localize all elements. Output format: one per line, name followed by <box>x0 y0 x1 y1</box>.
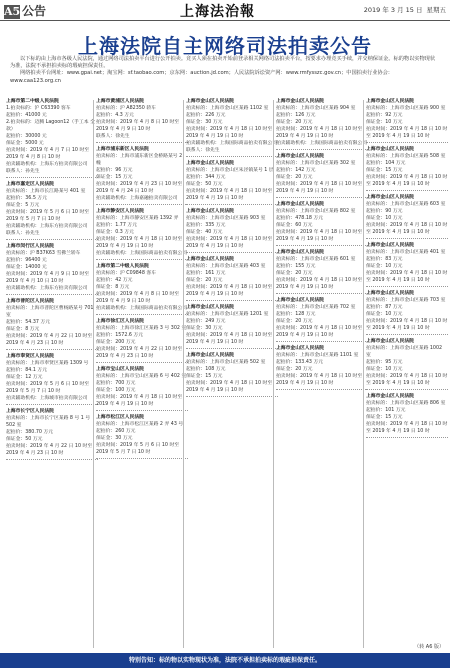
auction-notice <box>96 98 188 143</box>
notice-line: 拍卖时间：2019 年 4 月 22 日 10 时至 2019 年 4 月 23 日 10 时 <box>6 334 93 346</box>
notice-line: 拍卖标的：上海市静安区某路 1392 弄 <box>96 216 179 221</box>
notice-separator <box>186 252 278 253</box>
auction-notice <box>366 98 448 143</box>
notice-line: 拍卖时间：2019 年 4 月 18 日 10 时至 2019 年 4 月 19 日 10 时 <box>366 319 448 331</box>
notice-separator <box>186 396 278 397</box>
notice-line: 保证金：15 万元 <box>96 175 133 180</box>
court-name: 上海市徐汇区人民法院 <box>96 319 144 324</box>
weekday-text: 星期五 <box>426 6 446 14</box>
notice-line: 起拍价：101 万元 <box>366 408 406 413</box>
notice-line: 保证金：14000 元 <box>6 265 47 270</box>
court-name: 上海市金山区人民法院 <box>186 209 234 214</box>
court-name: 上海市金山区人民法院 <box>186 99 234 104</box>
court-name: 上海市金山区人民法院 <box>186 305 234 310</box>
notice-line: 拍卖时间：2019 年 4 月 8 日 10 时至 2019 年 4 月 9 日 10 时 <box>96 292 180 304</box>
notice-line: 拍卖标的：上海市金山区某路 703 室 <box>366 298 446 303</box>
notice-line: 起拍价：335 万元 <box>186 223 226 228</box>
auction-notice <box>366 242 448 287</box>
notice-line: 拍卖标的：沪 A82350 轿车 <box>96 106 156 111</box>
notice-line: 保证金：10 万元 <box>366 312 403 317</box>
notice-line: 拍卖时间：2019 年 4 月 18 日 10 时至 2019 年 4 月 19 日 10 时 <box>366 271 448 283</box>
notice-line: 拍卖辅助机构：上海东方拍卖有限公司 <box>6 286 88 291</box>
notice-separator <box>6 349 98 350</box>
notice-line: 保证金：40 万元 <box>186 230 223 235</box>
notice-line: 保证金：10 万元 <box>366 216 403 221</box>
notice-line: 拍卖标的：上海市松江区某路 2 弄 43 号 <box>96 422 184 427</box>
notice-line: 拍卖时间：2019 年 4 月 18 日 10 时至 2019 年 4 月 19 日 10 时 <box>366 374 448 386</box>
continued-note: （转 A6 版） <box>414 644 444 650</box>
notice-line: 拍卖标的：上海市金山区某路 508 室 <box>366 154 446 159</box>
notice-line: 拍卖时间：2019 年 4 月 18 日 10 时至 2019 年 4 月 19 日 10 时 <box>276 374 363 386</box>
auction-notice <box>96 366 188 411</box>
notice-line: 保证金：20 万元 <box>276 367 313 372</box>
notice-line: 拍卖时间：2019 年 4 月 18 日 10 时至 2019 年 4 月 19 日 10 时 <box>186 127 273 139</box>
auction-notice <box>186 256 278 301</box>
court-name: 上海市闵行区人民法院 <box>6 244 54 249</box>
auction-notice <box>186 98 278 157</box>
auction-notice <box>366 290 448 335</box>
notice-line: 保证金：15 万元 <box>366 415 403 420</box>
notice-line: 拍卖标的：上海市金山区某路 702 室 <box>276 305 356 310</box>
notice-line: 起拍价：700 万元 <box>96 381 136 386</box>
notice-line: 起拍价：1.77 万元 <box>96 223 137 228</box>
notice-line: 起拍价：96 万元 <box>96 168 133 173</box>
notice-line: 保证金：20 万元 <box>186 278 223 283</box>
notice-separator <box>6 177 98 178</box>
notice-line: 起拍价：260 万元 <box>96 429 136 434</box>
court-name: 上海市金山区人民法院 <box>186 257 234 262</box>
column-divider <box>273 100 274 648</box>
notice-line: 保证金：30 万元 <box>96 436 133 441</box>
column-divider <box>93 100 94 648</box>
court-name: 上海市金山区人民法院 <box>276 99 324 104</box>
notice-separator <box>6 294 98 295</box>
notice-separator <box>366 238 448 239</box>
notice-line: 保证金：30 万元 <box>186 326 223 331</box>
auction-notice <box>6 298 98 350</box>
notice-line: 拍卖时间：2019 年 4 月 9 日 10 时至 2019 年 4 月 10 日 10 时 <box>6 272 90 284</box>
notice-line: 拍卖时间：2019 年 4 月 18 日 10 时至 2019 年 4 月 19 日 10 时 <box>276 127 363 139</box>
court-name: 上海市宝山区人民法院 <box>96 367 144 372</box>
intro-paragraph: 以下标的由上海市各级人民法院，通过网络司法拍卖平台进行公开拍卖。竞买人须在拍卖开始前登录相关网络司法拍卖平台，按要求办理竞买手续，并交纳保证金。标的物以实物现状为准，法院不承担拍卖标的瑕疵担保责任。 <box>10 56 436 70</box>
notice-separator <box>276 293 368 294</box>
notice-separator <box>276 197 368 198</box>
court-name: 上海市金山区人民法院 <box>366 195 414 200</box>
notice-line: 保证金：100 万元 <box>96 388 136 393</box>
notice-line: 起拍价：87 万元 <box>366 305 403 310</box>
notice-line: 起拍价：92 万元 <box>366 113 403 118</box>
notice-line: 起拍价：83 万元 <box>366 257 403 262</box>
auction-notice <box>96 146 188 205</box>
notice-line: 1.拍卖标的：沪 C63390 客车 <box>6 106 71 111</box>
court-name: 上海市金山区人民法院 <box>366 339 414 344</box>
notice-line: 起拍价：96400 元 <box>6 258 47 263</box>
notice-line: 拍卖标的：上海市金山区某路 1102 室 <box>186 106 269 111</box>
notice-line: 拍卖时间：2019 年 4 月 18 日 10 时至 2019 年 4 月 19 日 10 时 <box>96 395 183 407</box>
notice-line: 拍卖标的：上海市金山区某路 802 室 <box>276 209 356 214</box>
notice-separator <box>96 204 188 205</box>
auction-notice <box>96 263 188 315</box>
auction-notice <box>276 201 368 246</box>
page-title: 上海法院自主网络司法拍卖公告 <box>78 34 372 58</box>
notice-line: 保证金：20 万元 <box>276 175 313 180</box>
auction-notice <box>276 98 368 150</box>
notice-line: 拍卖时间：2019 年 4 月 18 日 10 时至 2019 年 4 月 19 日 10 时 <box>186 285 273 297</box>
column-1 <box>6 98 98 648</box>
notice-line: 拍卖时间：2019 年 5 月 6 日 10 时至 2019 年 5 月 7 日 10 时 <box>6 382 90 394</box>
notice-line: 拍卖时间：2019 年 5 月 6 日 10 时至 2019 年 5 月 7 日 10 时 <box>6 210 90 222</box>
column-5 <box>366 98 448 648</box>
section-letter: A5 <box>4 5 21 18</box>
notice-line: 拍卖标的：上海市金山区某路 806 室 <box>366 401 446 406</box>
court-name: 上海市金山区人民法院 <box>366 394 414 399</box>
court-name: 上海市嘉定区人民法院 <box>6 182 54 187</box>
auction-notice <box>6 353 98 405</box>
notice-line: 拍卖标的：沪 B37K63 雪佛兰轿车 <box>6 251 81 256</box>
notice-line: 联系人：孙先生 <box>6 231 40 236</box>
notice-line: 保证金：20 万元 <box>276 271 313 276</box>
intro-text <box>10 56 440 85</box>
notice-line: 拍卖时间：2019 年 4 月 18 日 10 时至 2019 年 4 月 19 日 10 时 <box>276 278 363 290</box>
notice-line: 联系人：徐先生 <box>96 134 130 139</box>
notice-line: 起拍价：128 万元 <box>276 312 316 317</box>
notice-separator <box>186 204 278 205</box>
notice-separator <box>6 239 98 240</box>
notice-line: 保证金：15 万元 <box>366 168 403 173</box>
notice-line: 起拍价：478.18 万元 <box>276 216 324 221</box>
notice-line: 拍卖辅助机构：上海东方拍卖有限公司 <box>6 224 88 229</box>
auction-notice <box>366 146 448 191</box>
notice-line: 起拍价：161 万元 <box>186 271 226 276</box>
auction-notice <box>366 194 448 239</box>
notice-separator <box>96 259 188 260</box>
notice-line: 拍卖标的：上海市宝山区某路 6 号 402 室 <box>96 374 187 379</box>
notice-line: 保证金：200 万元 <box>96 340 136 345</box>
notice-line: 拍卖辅助机构：上海东方拍卖有限公司 <box>6 162 88 167</box>
notice-line: 拍卖时间：2019 年 4 月 18 日 10 时至 2019 年 4 月 19 日 10 时 <box>186 237 273 249</box>
notice-line: 保证金：5 万元 <box>6 203 40 208</box>
notice-line: 拍卖时间：2019 年 4 月 18 日 10 时至 2019 年 4 月 19 日 10 时 <box>96 237 183 249</box>
court-name: 上海市金山区人民法院 <box>276 202 324 207</box>
column-2 <box>96 98 188 648</box>
notice-line: 起拍价：30000 元 <box>6 134 47 139</box>
notice-separator <box>96 362 188 363</box>
notice-line: 拍卖标的：上海市金山区某路 401 室 <box>366 250 446 255</box>
court-name: 上海市金山区人民法院 <box>366 147 414 152</box>
auction-notice <box>96 208 188 260</box>
notice-line: 保证金：20 万元 <box>276 120 313 125</box>
court-name: 上海市黄浦区人民法院 <box>96 99 144 104</box>
notice-line: 起拍价：133.43 万元 <box>276 360 324 365</box>
notice-separator <box>276 245 368 246</box>
court-name: 上海市金山区人民法院 <box>186 353 234 358</box>
auction-notice <box>366 338 448 390</box>
notice-separator <box>366 190 448 191</box>
notice-line: 拍卖辅助机构：上海嘉融拍卖有限公司 <box>96 196 178 201</box>
notice-separator <box>186 348 278 349</box>
auction-notice <box>186 208 278 253</box>
notice-separator <box>366 334 448 335</box>
notice-line: 拍卖时间：2019 年 4 月 18 日 10 时至 2019 年 4 月 19 日 10 时 <box>366 223 448 235</box>
notice-separator <box>276 149 368 150</box>
notice-separator <box>6 404 98 405</box>
notice-line: 拍卖时间：2019 年 4 月 18 日 10 时至 2019 年 4 月 19 日 10 时 <box>366 127 448 139</box>
notice-separator <box>96 458 188 459</box>
notice-line: 保证金：5000 元 <box>6 141 44 146</box>
notice-line: 起拍价：226 万元 <box>186 113 226 118</box>
notice-separator <box>366 142 448 143</box>
notice-line: 保证金：10 万元 <box>366 264 403 269</box>
court-name: 上海市第二中级人民法院 <box>6 99 59 104</box>
notice-line: 拍卖标的：上海市徐汇区某路 3 号 302 室 <box>96 326 187 331</box>
notice-line: 拍卖标的：上海市金山区某路 903 室 <box>186 216 266 221</box>
notice-separator <box>96 410 188 411</box>
notice-line: 保证金：30 万元 <box>186 120 223 125</box>
date-text: 2019 年 3 月 15 日 <box>363 6 423 14</box>
notice-line: 拍卖时间：2019 年 4 月 18 日 10 时至 2019 年 4 月 19 日 10 时 <box>276 326 363 338</box>
notice-line: 起拍价：108 万元 <box>186 367 226 372</box>
notice-line: 起拍价：155 万元 <box>276 264 316 269</box>
notice-separator <box>276 389 368 390</box>
notice-line: 起拍价：142 万元 <box>276 168 316 173</box>
notice-line: 拍卖标的：上海市金山区某路 603 室 <box>366 202 446 207</box>
notice-line: 拍卖标的：上海市金山区某路 302 室 <box>276 161 356 166</box>
notice-line: 起拍价：344 万元 <box>186 175 226 180</box>
auction-notice <box>96 414 188 459</box>
page-header <box>0 0 450 21</box>
notice-line: 保证金：10 万元 <box>366 367 403 372</box>
court-name: 上海市静安区人民法院 <box>96 209 144 214</box>
court-name: 上海市浦东新区人民法院 <box>96 147 149 152</box>
notice-line: 拍卖时间：2019 年 4 月 23 日 10 时至 2019 年 4 月 24 日 10 时 <box>96 182 183 194</box>
notice-line: 拍卖时间：2019 年 4 月 18 日 10 时至 2019 年 4 月 19 日 10 时 <box>276 230 363 242</box>
section-label <box>4 2 46 19</box>
auction-notice <box>6 243 98 295</box>
notice-line: 起拍价：42 万元 <box>96 278 133 283</box>
notice-line: 拍卖时间：2019 年 4 月 18 日 10 时至 2019 年 4 月 19 日 10 时 <box>186 189 273 201</box>
court-name: 上海市第二中级人民法院 <box>96 264 149 269</box>
notice-line: 拍卖标的：上海市金山区某路 904 室 <box>276 106 356 111</box>
court-name: 上海市奉贤区人民法院 <box>6 354 54 359</box>
notice-line: 起拍价：1572.6 万元 <box>96 333 144 338</box>
footer-banner: 特别告知：标的物以实物现状为准，法院不承担拍卖标的瑕疵担保责任。 <box>0 653 450 668</box>
court-name: 上海市金山区人民法院 <box>276 346 324 351</box>
notice-line: 保证金：0.3 万元 <box>96 230 134 235</box>
notice-separator <box>366 389 448 390</box>
column-divider <box>363 100 364 648</box>
notice-line: 保证金：12 万元 <box>6 375 43 380</box>
auction-notice <box>276 249 368 294</box>
notice-line: 拍卖时间：2019 年 4 月 22 日 10 时至 2019 年 4 月 23 日 10 时 <box>6 444 93 456</box>
auction-notice <box>276 345 368 390</box>
notice-line: 拍卖标的：上海市金山区朱泾镇某号 1 层 <box>186 168 274 173</box>
notice-line: 起拍价：36.5 万元 <box>6 196 47 201</box>
notice-line: 拍卖标的：沪 C09848 客车 <box>96 271 157 276</box>
notice-line: 起拍价：95 万元 <box>366 360 403 365</box>
notice-line: 拍卖标的：上海市金山区某路 601 室 <box>276 257 356 262</box>
notice-separator <box>366 286 448 287</box>
notice-line: 起拍价：4.3 万元 <box>96 113 134 118</box>
column-3 <box>186 98 278 648</box>
auction-notice <box>186 304 278 349</box>
notice-line: 拍卖标的：上海市金山区某路 1002 室 <box>366 346 443 358</box>
auction-notice <box>276 297 368 342</box>
notice-line: 拍卖辅助机构：上海国际商品拍卖有限公司 <box>186 141 278 146</box>
notice-line: 起拍价：90 万元 <box>366 209 403 214</box>
notice-line: 拍卖标的：上海市金山区某路 502 室 <box>186 360 266 365</box>
court-name: 上海市普陀区人民法院 <box>6 299 54 304</box>
notice-line: 拍卖时间：2019 年 4 月 8 日 10 时至 2019 年 4 月 9 日 10 时 <box>96 120 180 132</box>
notice-line: 保证金：50 万元 <box>6 437 43 442</box>
notice-line: 起拍价：104 万元 <box>366 161 406 166</box>
notice-line: 联系人：孙先生 <box>6 169 40 174</box>
notice-line: 拍卖标的：上海市浦东新区金桥路某号 2 幢 <box>96 154 183 166</box>
notice-line: 保证金：8 万元 <box>6 327 40 332</box>
notice-line: 保证金：60 万元 <box>276 223 313 228</box>
court-name: 上海市金山区人民法院 <box>366 243 414 248</box>
notice-separator <box>186 300 278 301</box>
notice-line: 拍卖时间：2019 年 4 月 18 日 10 时至 2019 年 4 月 19 日 10 时 <box>186 381 273 393</box>
notice-line: 起拍价：126 万元 <box>276 113 316 118</box>
notice-line: 拍卖辅助机构：上海城市拍卖有限公司 <box>6 396 88 401</box>
issue-date <box>360 5 446 14</box>
auction-notice <box>186 352 278 397</box>
notice-separator <box>366 437 448 438</box>
notice-line: 拍卖时间：2019 年 4 月 18 日 10 时至 2019 年 4 月 19 日 10 时 <box>366 175 448 187</box>
notice-line: 拍卖时间：2019 年 4 月 18 日 10 时至 2019 年 4 月 19 日 10 时 <box>276 182 363 194</box>
notice-line: 拍卖时间：2019 年 4 月 18 日 10 时至 2019 年 4 月 19 日 10 时 <box>186 333 273 345</box>
notice-line: 起拍价：54.37 万元 <box>6 320 51 325</box>
notice-line: 2.拍卖标的：迈腾 Lagoon12（手工本 全款） <box>6 120 95 132</box>
auction-notice <box>6 181 98 240</box>
masthead-logo: 上海法治報 <box>180 4 255 20</box>
notice-line: 拍卖辅助机构：上海国际商品拍卖有限公司 <box>276 141 368 146</box>
notice-line: 保证金：15 万元 <box>186 374 223 379</box>
auction-notice <box>366 393 448 438</box>
court-name: 上海市金山区人民法院 <box>366 99 414 104</box>
section-name: 公告 <box>22 4 47 18</box>
notice-line: 拍卖时间：2019 年 5 月 6 日 10 时至 2019 年 5 月 7 日 10 时 <box>96 443 180 455</box>
notice-separator <box>186 156 278 157</box>
notice-line: 保证金：20 万元 <box>276 319 313 324</box>
notice-line: 拍卖标的：上海市奉贤区某路 1309 号 <box>6 361 89 366</box>
notice-line: 保证金：50 万元 <box>186 182 223 187</box>
notice-line: 拍卖时间：2019 年 4 月 7 日 10 时至 2019 年 4 月 8 日 10 时 <box>6 148 90 160</box>
notice-line: 起拍价：84.1 万元 <box>6 368 47 373</box>
auction-notice <box>6 98 98 178</box>
column-4 <box>276 98 368 648</box>
notice-line: 起拍价：249 万元 <box>186 319 226 324</box>
notice-line: 拍卖辅助机构：上海国际商品拍卖有限公司 <box>96 251 188 256</box>
notice-line: 拍卖标的：上海市金山区某路 1101 室 <box>276 353 359 358</box>
notice-line: 拍卖标的：上海市长江路某号 401 室 <box>6 189 86 194</box>
notice-line: 拍卖标的：上海市金山区某路 403 室 <box>186 264 266 269</box>
notice-line: 联系人：徐先生 <box>186 148 220 153</box>
column-divider <box>183 100 184 648</box>
notice-separator <box>276 341 368 342</box>
court-name: 上海市金山区人民法院 <box>366 291 414 296</box>
notice-line: 起拍价：380.70 万元 <box>6 430 54 435</box>
notice-line: 拍卖辅助机构：上海国际商品拍卖有限公司 <box>96 306 188 311</box>
notice-line: 拍卖标的：上海市长宁区某路 8 号 1 号 502 室 <box>6 416 91 428</box>
auction-notice <box>276 153 368 198</box>
court-name: 上海市松江区人民法院 <box>96 415 144 420</box>
notice-line: 起拍价：41000 元 <box>6 113 47 118</box>
notice-line: 拍卖时间：2019 年 4 月 18 日 10 时至 2019 年 4 月 19 日 10 时 <box>366 422 448 434</box>
intro-paragraph: 网络拍卖平台网址：www.gpai.net；淘宝网：sf.taobao.com；京东网：auction.jd.com；人民法院诉讼资产网：www.rmfysszc.gov.cn；中国拍卖行业协会：www.caa123.org.cn <box>10 70 393 84</box>
notice-separator <box>6 459 98 460</box>
notice-line: 保证金：8 万元 <box>96 285 130 290</box>
notice-line: 拍卖标的：上海市金山区某路 1201 室 <box>186 312 269 317</box>
notice-separator <box>96 314 188 315</box>
notice-line: 保证金：10 万元 <box>366 120 403 125</box>
court-name: 上海市金山区人民法院 <box>276 298 324 303</box>
court-name: 上海市金山区人民法院 <box>186 161 234 166</box>
notice-line: 拍卖标的：上海市金山区某路 900 室 <box>366 106 446 111</box>
auction-notice <box>6 408 98 460</box>
court-name: 上海市金山区人民法院 <box>276 154 324 159</box>
auction-notice <box>96 318 188 363</box>
notice-separator <box>96 142 188 143</box>
court-name: 上海市长宁区人民法院 <box>6 409 54 414</box>
auction-notice <box>186 160 278 205</box>
court-name: 上海市金山区人民法院 <box>276 250 324 255</box>
notice-line: 拍卖时间：2019 年 4 月 22 日 10 时至 2019 年 4 月 23 日 10 时 <box>96 347 183 359</box>
notice-line: 拍卖标的：上海市普陀区曹杨路某号 701 室 <box>6 306 94 318</box>
